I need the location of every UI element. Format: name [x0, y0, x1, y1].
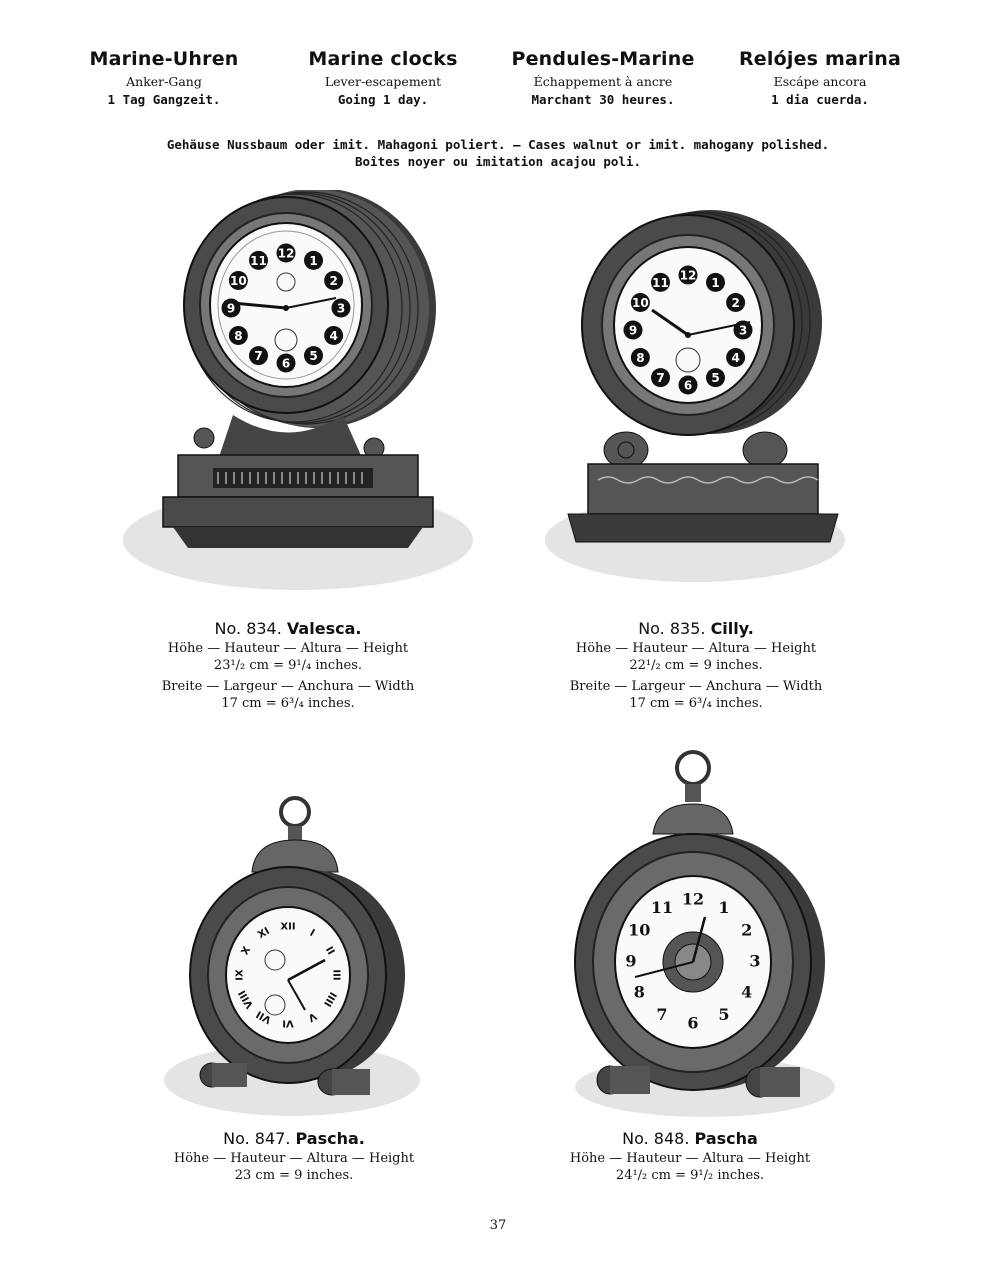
page-number: 37: [489, 1218, 507, 1233]
header-line1: Échappement à ancre: [533, 74, 673, 89]
dial-numeral: 1: [711, 275, 720, 290]
model-name: Cilly.: [710, 619, 754, 638]
width-value: 17 cm = 6³/₄ inches.: [221, 696, 355, 711]
dial-numeral: 6: [683, 378, 693, 393]
height-label: Höhe — Hauteur — Altura — Height: [569, 1151, 811, 1166]
dial-numeral: 7: [656, 1005, 668, 1025]
header-title: Marine-Uhren: [89, 48, 239, 70]
dial-numeral: 6: [281, 356, 291, 371]
header-title: Relójes marina: [738, 48, 902, 70]
dial-numeral: 12: [681, 889, 705, 909]
height-label: Höhe — Hauteur — Altura — Height: [167, 641, 409, 656]
model-number-line: [540, 1130, 840, 1147]
height-label: Höhe — Hauteur — Altura — Height: [575, 641, 817, 656]
dial-numeral: 6: [687, 1013, 699, 1033]
dial-numeral: X: [239, 944, 254, 958]
caption-847: [144, 1130, 444, 1184]
dial-numeral: 7: [656, 371, 665, 386]
dial-numeral: 4: [731, 351, 740, 365]
header-line2: 1 dia cuerda.: [771, 92, 869, 107]
dial-numeral: 5: [711, 371, 720, 386]
dial-numeral: 4: [741, 982, 753, 1002]
height-value: 22¹/₂ cm = 9 inches.: [629, 658, 763, 673]
dial-numeral: 11: [250, 253, 267, 268]
header-col-en: [268, 48, 498, 107]
model-name: Valesca.: [286, 619, 362, 638]
header-col-es: [705, 48, 935, 107]
width-label: Breite — Largeur — Anchura — Width: [161, 679, 415, 694]
height-label: Höhe — Hauteur — Altura — Height: [173, 1151, 415, 1166]
header-line1: Lever-escapement: [324, 74, 442, 89]
dial-numeral: 5: [309, 349, 318, 364]
dial-numeral: VII: [254, 1008, 274, 1026]
dial-numeral: 2: [329, 274, 338, 288]
dial-numeral: 3: [738, 323, 748, 338]
dial-numeral: 10: [632, 296, 649, 310]
model-number-line: [546, 620, 846, 637]
width-value: 17 cm = 6³/₄ inches.: [629, 696, 763, 711]
header-line2: 1 Tag Gangzeit.: [107, 92, 221, 107]
dial-numeral: 9: [628, 323, 638, 338]
header-title: Pendules-Marine: [511, 48, 695, 70]
dial-numeral: 8: [636, 351, 645, 365]
dial-numeral: 9: [625, 951, 637, 971]
caption-834: [138, 620, 438, 712]
model-number: No. 848.: [622, 1129, 690, 1148]
header-line1: Anker-Gang: [126, 74, 202, 89]
height-value: 23¹/₂ cm = 9¹/₄ inches.: [213, 658, 363, 673]
dial-numeral: 12: [277, 246, 295, 261]
dial-numeral: 1: [309, 253, 318, 268]
header-line2: Marchant 30 heures.: [531, 92, 675, 107]
dial-numeral: 5: [718, 1005, 730, 1025]
width-label: Breite — Largeur — Anchura — Width: [569, 679, 823, 694]
dial-numeral: 9: [226, 301, 236, 316]
clock-834-illustration: [118, 190, 478, 600]
dial-numeral: 2: [741, 920, 753, 940]
model-number: No. 835.: [638, 619, 706, 638]
model-number-line: [138, 620, 438, 637]
dial-numeral: 4: [329, 329, 338, 343]
dial-numeral: 10: [628, 920, 651, 940]
clock-847-illustration: [160, 790, 425, 1120]
header-col-fr: [488, 48, 718, 107]
height-value: 24¹/₂ cm = 9¹/₂ inches.: [615, 1168, 765, 1183]
dial-numeral: 10: [230, 274, 247, 288]
dial-numeral: I: [307, 927, 317, 940]
caption-835: [546, 620, 846, 712]
dial-numeral: VI: [282, 1017, 294, 1029]
dial-numeral: XII: [280, 921, 296, 933]
dial-numeral: 12: [679, 268, 697, 283]
dial-numeral: 3: [336, 301, 346, 316]
header-col-de: [49, 48, 279, 107]
dial-numeral: 11: [650, 897, 674, 917]
dial-numeral: XI: [256, 925, 272, 942]
clock-835-illustration: [540, 210, 850, 590]
dial-numeral: II: [322, 945, 337, 957]
height-value: 23 cm = 9 inches.: [234, 1168, 354, 1183]
model-number: No. 847.: [223, 1129, 291, 1148]
dial-numeral: 11: [652, 275, 669, 290]
note-line2: Boîtes noyer ou imitation acajou poli.: [355, 154, 641, 169]
caption-848: [540, 1130, 840, 1184]
header-line2: Going 1 day.: [337, 92, 429, 107]
model-number-line: [144, 1130, 444, 1147]
model-name: Pascha.: [295, 1129, 365, 1148]
note-line1: Gehäuse Nussbaum oder imit. Mahagoni poliert. — Cases walnut or imit. mahogany polished.: [166, 137, 830, 152]
case-material-note: [0, 136, 996, 170]
dial-numeral: IIII: [321, 989, 339, 1009]
dial-numeral: 1: [718, 897, 730, 917]
dial-numeral: III: [330, 969, 342, 981]
dial-numeral: VIII: [236, 988, 256, 1010]
dial-numeral: 7: [254, 349, 263, 364]
dial-numeral: IX: [234, 969, 246, 981]
header-line1: Escápe ancora: [773, 74, 867, 89]
dial-numeral: 3: [749, 951, 761, 971]
model-number: No. 834.: [214, 619, 282, 638]
model-name: Pascha: [694, 1129, 758, 1148]
header-title: Marine clocks: [308, 48, 458, 70]
dial-numeral: V: [305, 1009, 319, 1024]
dial-numeral: 8: [234, 329, 243, 343]
dial-numeral: 8: [633, 982, 645, 1002]
clock-848-illustration: [565, 742, 845, 1122]
dial-numeral: 2: [731, 296, 740, 310]
